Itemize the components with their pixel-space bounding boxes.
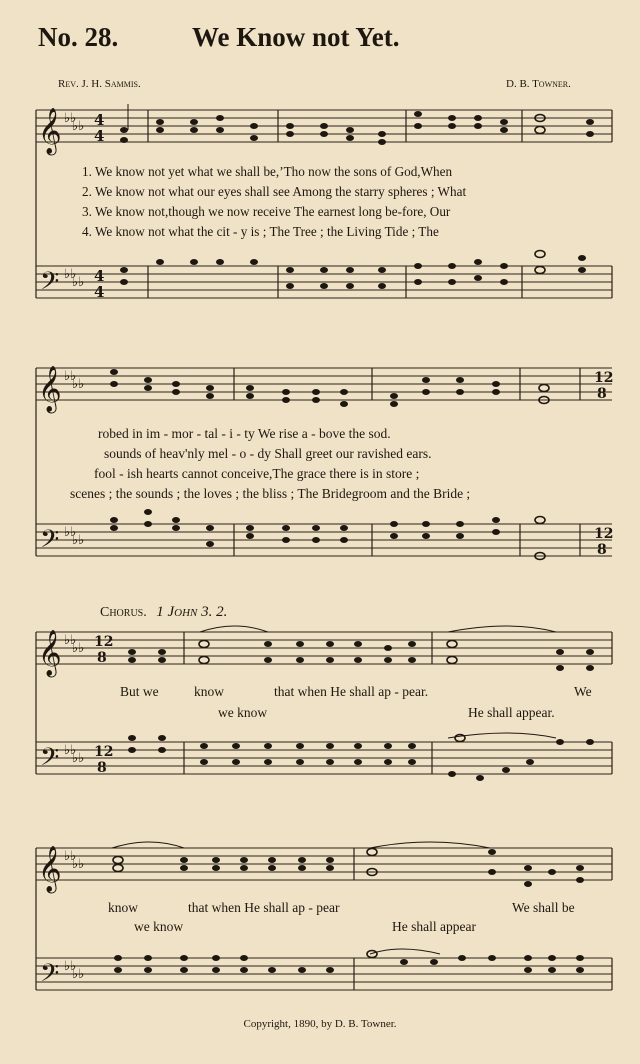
verse-line-1-cont: robed in im - mor - tal - i - ty We rise a - bove the sod. xyxy=(98,426,391,441)
svg-text:♭♭: ♭♭ xyxy=(72,751,85,766)
svg-text:♭♭: ♭♭ xyxy=(72,533,85,548)
verse-line-4: 4. We know not what the cit - y is ; The Tree ; the Living Tide ; The xyxy=(82,224,439,239)
svg-text:♭♭: ♭♭ xyxy=(72,377,85,392)
svg-text:12: 12 xyxy=(94,744,114,760)
svg-text:♭♭: ♭♭ xyxy=(64,111,77,126)
svg-text:♭♭: ♭♭ xyxy=(64,267,77,282)
svg-text:♭♭: ♭♭ xyxy=(72,119,85,134)
chorus-lyric-2c: We shall be xyxy=(512,900,575,915)
verse-line-1: 1. We know not yet what we shall be,’Tho now the sons of God,When xyxy=(82,164,453,179)
svg-text:♭♭: ♭♭ xyxy=(64,633,77,648)
chorus-label xyxy=(100,604,227,621)
treble-clef-icon: 𝄞 xyxy=(38,108,62,154)
svg-text:♭♭: ♭♭ xyxy=(64,525,77,540)
chorus-lyric-2d: we know xyxy=(134,919,184,934)
chorus-lyric-1e: we know xyxy=(218,705,268,720)
svg-text:♭♭: ♭♭ xyxy=(72,857,85,872)
svg-text:4: 4 xyxy=(94,127,105,145)
svg-text:8: 8 xyxy=(97,760,107,776)
svg-text:♭♭: ♭♭ xyxy=(64,959,77,974)
music-system-3 xyxy=(0,624,640,784)
copyright-notice: Copyright, 1890, by D. B. Towner. xyxy=(243,1018,397,1030)
bass-clef-icon: 𝄢 xyxy=(40,267,60,302)
svg-text:♭♭: ♭♭ xyxy=(64,743,77,758)
svg-text:8: 8 xyxy=(597,542,607,558)
svg-text:♭♭: ♭♭ xyxy=(72,967,85,982)
hymn-title: We Know not Yet. xyxy=(192,22,400,52)
verse-line-4-cont: scenes ; the sounds ; the loves ; the bliss ; The Bridegroom and the Bride ; xyxy=(70,486,471,501)
chorus-lyric-2b: that when He shall ap - pear xyxy=(188,900,340,915)
verse-line-3: 3. We know not,though we now receive The earnest long be-fore, Our xyxy=(82,204,451,219)
svg-text:4: 4 xyxy=(94,111,105,129)
composer-credit: D. B. Towner. xyxy=(506,78,571,90)
treble-clef-icon: 𝄞 xyxy=(38,630,62,676)
music-system-4 xyxy=(0,840,640,1000)
svg-text:4: 4 xyxy=(94,267,105,285)
verse-line-2: 2. We know not what our eyes shall see Among the starry spheres ; What xyxy=(82,184,467,199)
chorus-lyric-1c: that when He shall ap - pear. xyxy=(274,684,429,699)
chorus-label-text: Chorus. xyxy=(100,605,147,620)
svg-text:12: 12 xyxy=(94,634,114,650)
treble-clef-icon: 𝄞 xyxy=(38,366,62,412)
chorus-lyric-1f: He shall appear. xyxy=(468,705,555,720)
music-system-1 xyxy=(0,96,640,306)
chorus-lyric-2e: He shall appear xyxy=(392,919,476,934)
chorus-lyric-1d: We xyxy=(574,684,592,699)
lyricist-credit: Rev. J. H. Sammis. xyxy=(58,78,141,90)
chorus-lyric-2a: know xyxy=(108,900,138,915)
verse-line-3-cont: fool - ish hearts cannot conceive,The grace there is in store ; xyxy=(94,466,420,481)
svg-text:8: 8 xyxy=(97,650,107,666)
chorus-lyric-1a: But we xyxy=(120,684,159,699)
svg-text:♭♭: ♭♭ xyxy=(72,275,85,290)
svg-text:12: 12 xyxy=(594,526,614,542)
bass-clef-icon: 𝄢 xyxy=(40,743,60,778)
scripture-reference: 1 John 3. 2. xyxy=(156,604,228,620)
svg-text:8: 8 xyxy=(597,386,607,402)
bass-clef-icon: 𝄢 xyxy=(40,959,60,994)
music-system-2 xyxy=(0,360,640,570)
bass-clef-icon: 𝄢 xyxy=(40,525,60,560)
svg-text:12: 12 xyxy=(594,370,614,386)
hymn-number: No. 28. xyxy=(38,22,119,52)
verse-line-2-cont: sounds of heav'nly mel - o - dy Shall greet our ravished ears. xyxy=(104,446,432,461)
treble-clef-icon: 𝄞 xyxy=(38,846,62,892)
notes-group xyxy=(110,369,549,560)
svg-text:♭♭: ♭♭ xyxy=(72,641,85,656)
chorus-lyric-1b: know xyxy=(194,684,224,699)
svg-text:♭♭: ♭♭ xyxy=(64,369,77,384)
svg-text:♭♭: ♭♭ xyxy=(64,849,77,864)
svg-text:4: 4 xyxy=(94,283,105,301)
